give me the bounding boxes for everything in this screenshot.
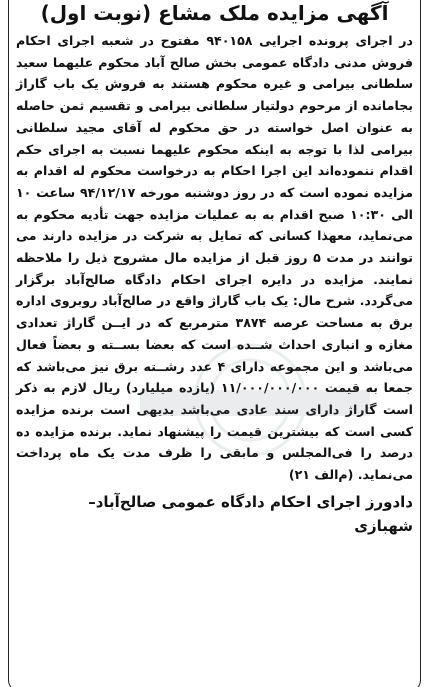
- notice-clip: [8, 0, 421, 687]
- notice-signature: [16, 490, 413, 538]
- notice-title: آگهی مزایده ملک مشاع (نوبت اول): [40, 1, 389, 25]
- notice-body: در اجرای پرونده اجرایی ۹۴۰۱۵۸ مفتوح در شعبه اجرای احکام فروش مدنی دادگاه عمومی بخش صالح آباد محکوم علیهما سعید سلطانی بیرامی و غیره محکوم هستند به فروش یک باب گاراژ بجامانده از مرحوم دولتیار سلطانی بیرامی و تقسیم ثمن حاصله به عنوان اصل خواسته در حق محکوم له آقای مجید سلطانی بیرامی لذا با توجه به اینکه محکوم علیهما نسبت به اجرای حکم اقدام ننموده‌اند این اجرا احکام به درخواست محکوم له اقدام به مزایده نموده است که در روز دوشنبه مورخه ۹۴/۱۲/۱۷ ساعت ۱۰ الی ۱۰:۳۰ صبح اقدام به به عملیات مزایده جهت تأدیه محکوم به می‌نماید، معهذا کسانی که تمایل به شرکت در مزایده دارند می توانند در مدت ۵ روز قبل از مزایده مال مشروح ذیل را ملاحظه نمایند. مزایده در دایره اجرای احکام دادگاه صالح‌آباد برگزار می‌گردد. شرح مال: یک باب گاراژ واقع در صالح‌آباد روبروی اداره برق به مساحت عرصه ۳۸۷۴ مترمربع که در ایــن گاراژ تعدادی مغازه و انباری احداث شــده است که بعضا بســته و بعضاً فعال می‌باشد و این مجموعه دارای ۴ عدد رشــته برق نیز می‌باشد که جمعا به قیمت ۱۱/۰۰۰/۰۰۰/۰۰۰ (یازده میلیارد) ریال لازم به ذکر است گاراژ دارای سند عادی می‌باشد بدیهی است برنده مزایده کسی است که بیشترین قیمت را پیشنهاد نماید. برنده مزایده ده درصد را فی‌المجلس و مابقی را ظرف مدت یک ماه پرداخت می‌نماید. (م‌الف ۲۱): [16, 33, 414, 483]
- auction-notice: [16, 0, 413, 538]
- signature-line-1: دادورز اجرای احکام دادگاه عمومی صالح‌آباد–: [88, 492, 413, 511]
- signature-line-2: شهبازی: [354, 516, 413, 535]
